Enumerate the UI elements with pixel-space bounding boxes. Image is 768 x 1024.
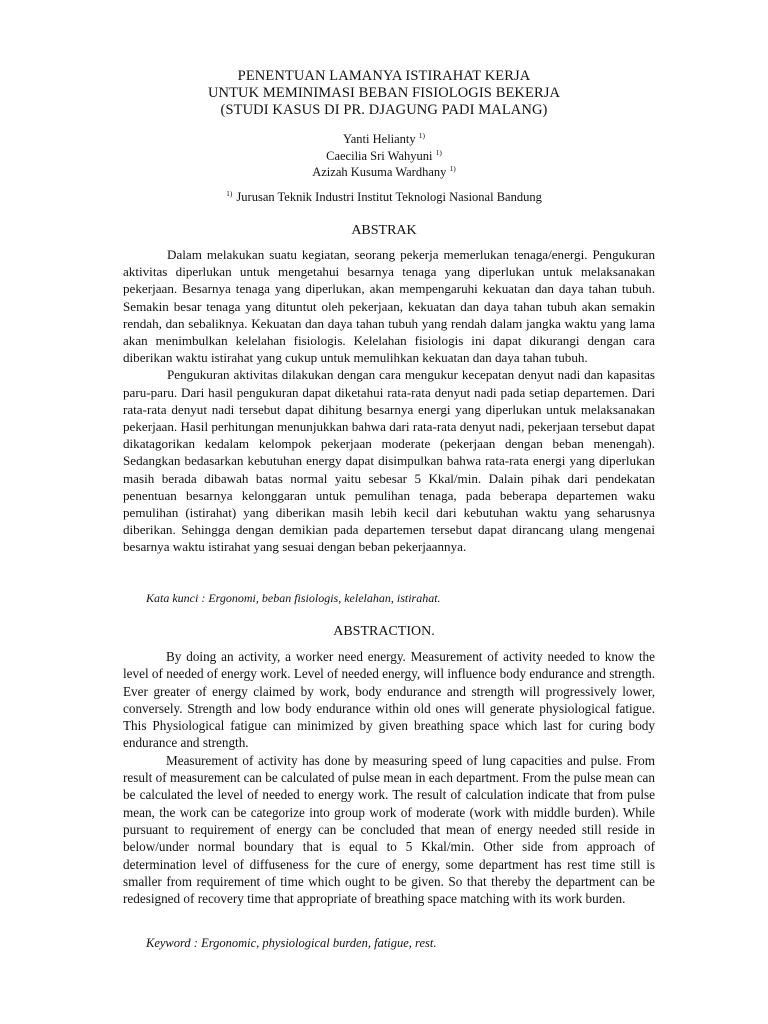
author-name: Caecilia Sri Wahyuni bbox=[326, 148, 433, 163]
affiliation-text: Jurusan Teknik Industri Institut Teknologi Nasional Bandung bbox=[236, 190, 542, 204]
paper-title bbox=[0, 68, 768, 119]
abstraction-paragraph-2: Measurement of activity has done by measuring speed of lung capacities and pulse. From result of measurement can be calculated of pulse mean in each department. From the pulse mean can be calculated the level of needed to energy work. The result of calculation indicate that from pulse mean, the work can be categorize into group work of moderate (work with middle burden). While pursuant to requirement of energy can be concluded that mean of energy needed still reside in below/under normal boundary that is equal to 5 Kkal/min. Other side from approach of determination level of diffuseness for the cure of energy, some department has rest time still is smaller from requirement of time which ought to be given. So that thereby the department can be redesigned of recovery time that appropriate of breathing space matching with its work burden. bbox=[123, 752, 655, 907]
abstraction-body bbox=[123, 648, 655, 907]
abstrak-body bbox=[123, 246, 655, 556]
author-name: Azizah Kusuma Wardhany bbox=[312, 165, 447, 179]
author-name: Yanti Helianty bbox=[342, 132, 416, 146]
title-line-3: (STUDI KASUS DI PR. DJAGUNG PADI MALANG) bbox=[220, 102, 548, 118]
affiliation-mark: 1) bbox=[449, 164, 456, 173]
title-line-2: UNTUK MEMINIMASI BEBAN FISIOLOGIS BEKERJA bbox=[207, 85, 561, 101]
abstrak-paragraph-1: Dalam melakukan suatu kegiatan, seorang pekerja memerlukan tenaga/energi. Pengukuran aktivitas diperlukan untuk mengetahui besarnya tenaga yang diperlukan untuk melaksanakan pekerjaan. Besarnya tenaga yang diperlukan, akan mempengaruhi kekuatan dan daya tahan tubuh. Semakin besar tenaga yang dituntut oleh pekerjaan, kekuatan dan daya tahan tubuh akan semakin rendah, dan sebaliknya. Kekuatan dan daya tahan tubuh yang rendah dalam jangka waktu yang lama akan menimbulkan kelelahan fisiologis. Kelelahan fisiologis ini dapat dikurangi dengan cara diberikan waktu istirahat yang cukup untuk memulihkan kekuatan dan daya tahan tubuh. bbox=[123, 247, 655, 366]
abstrak-paragraph-2: Pengukuran aktivitas dilakukan dengan cara mengukur kecepatan denyut nadi dan kapasitas paru-paru. Dari hasil pengukuran dapat diketahui rata-rata denyut nadi pada setiap departemen. Dari rata-rata denyut nadi tersebut dapat dihitung besarnya energi yang diperlukan untuk melaksanakan pekerjaan. Hasil perhitungan menunjukkan bahwa dari rata-rata denyut nadi, pekerjaan tersebut dapat dikatagorikan kedalam kelompok pekerjaan moderate (pekerjaan dengan beban menengah). Sedangkan bedasarkan kebutuhan energy dapat disimpulkan bahwa rata-rata energi yang diperlukan masih berada dibawah batas normal yaitu sebesar 5 Kkal/min. Dalain pihak dari pendekatan penentuan besarnya kelonggaran untuk pemulihan tenaga, pada beberapa departemen waku pemulihan (istirahat) yang diberikan masih lebih kecil dari kebutuhan waktu yang seharusnya diberikan. Sehingga dengan demikian pada departemen tersebut dapat dirancang ulang mengenai besarnya waktu istirahat yang sesuai dengan beban pekerjaannya. bbox=[123, 367, 655, 555]
author-2 bbox=[0, 148, 768, 165]
affiliation-mark: 1) bbox=[226, 189, 233, 198]
title-line-1: PENENTUAN LAMANYA ISTIRAHAT KERJA bbox=[237, 68, 531, 84]
abstrak-heading: ABSTRAK bbox=[351, 223, 417, 238]
affiliation bbox=[0, 189, 768, 205]
affiliation-mark: 1) bbox=[435, 147, 442, 157]
author-1 bbox=[0, 131, 768, 148]
keywords-english: Keyword : Ergonomic, physiological burden, fatigue, rest. bbox=[146, 936, 437, 950]
kata-kunci: Kata kunci : Ergonomi, beban fisiologis, kelelahan, istirahat. bbox=[146, 591, 441, 605]
affiliation-mark: 1) bbox=[418, 131, 426, 140]
author-list bbox=[0, 131, 768, 181]
abstraction-heading: ABSTRACTION. bbox=[333, 624, 435, 639]
abstraction-paragraph-1: By doing an activity, a worker need energy. Measurement of activity needed to know the level of needed of energy work. Level of needed energy, will influence body endurance and strength. Ever greater of energy claimed by work, body endurance and strength will progressively lower, conversely. Strength and low body endurance within old ones will generate physiological fatigue. This Physiological fatigue can minimized by given breathing space which last for curing body endurance and strength. bbox=[123, 649, 655, 751]
author-3 bbox=[0, 164, 768, 181]
